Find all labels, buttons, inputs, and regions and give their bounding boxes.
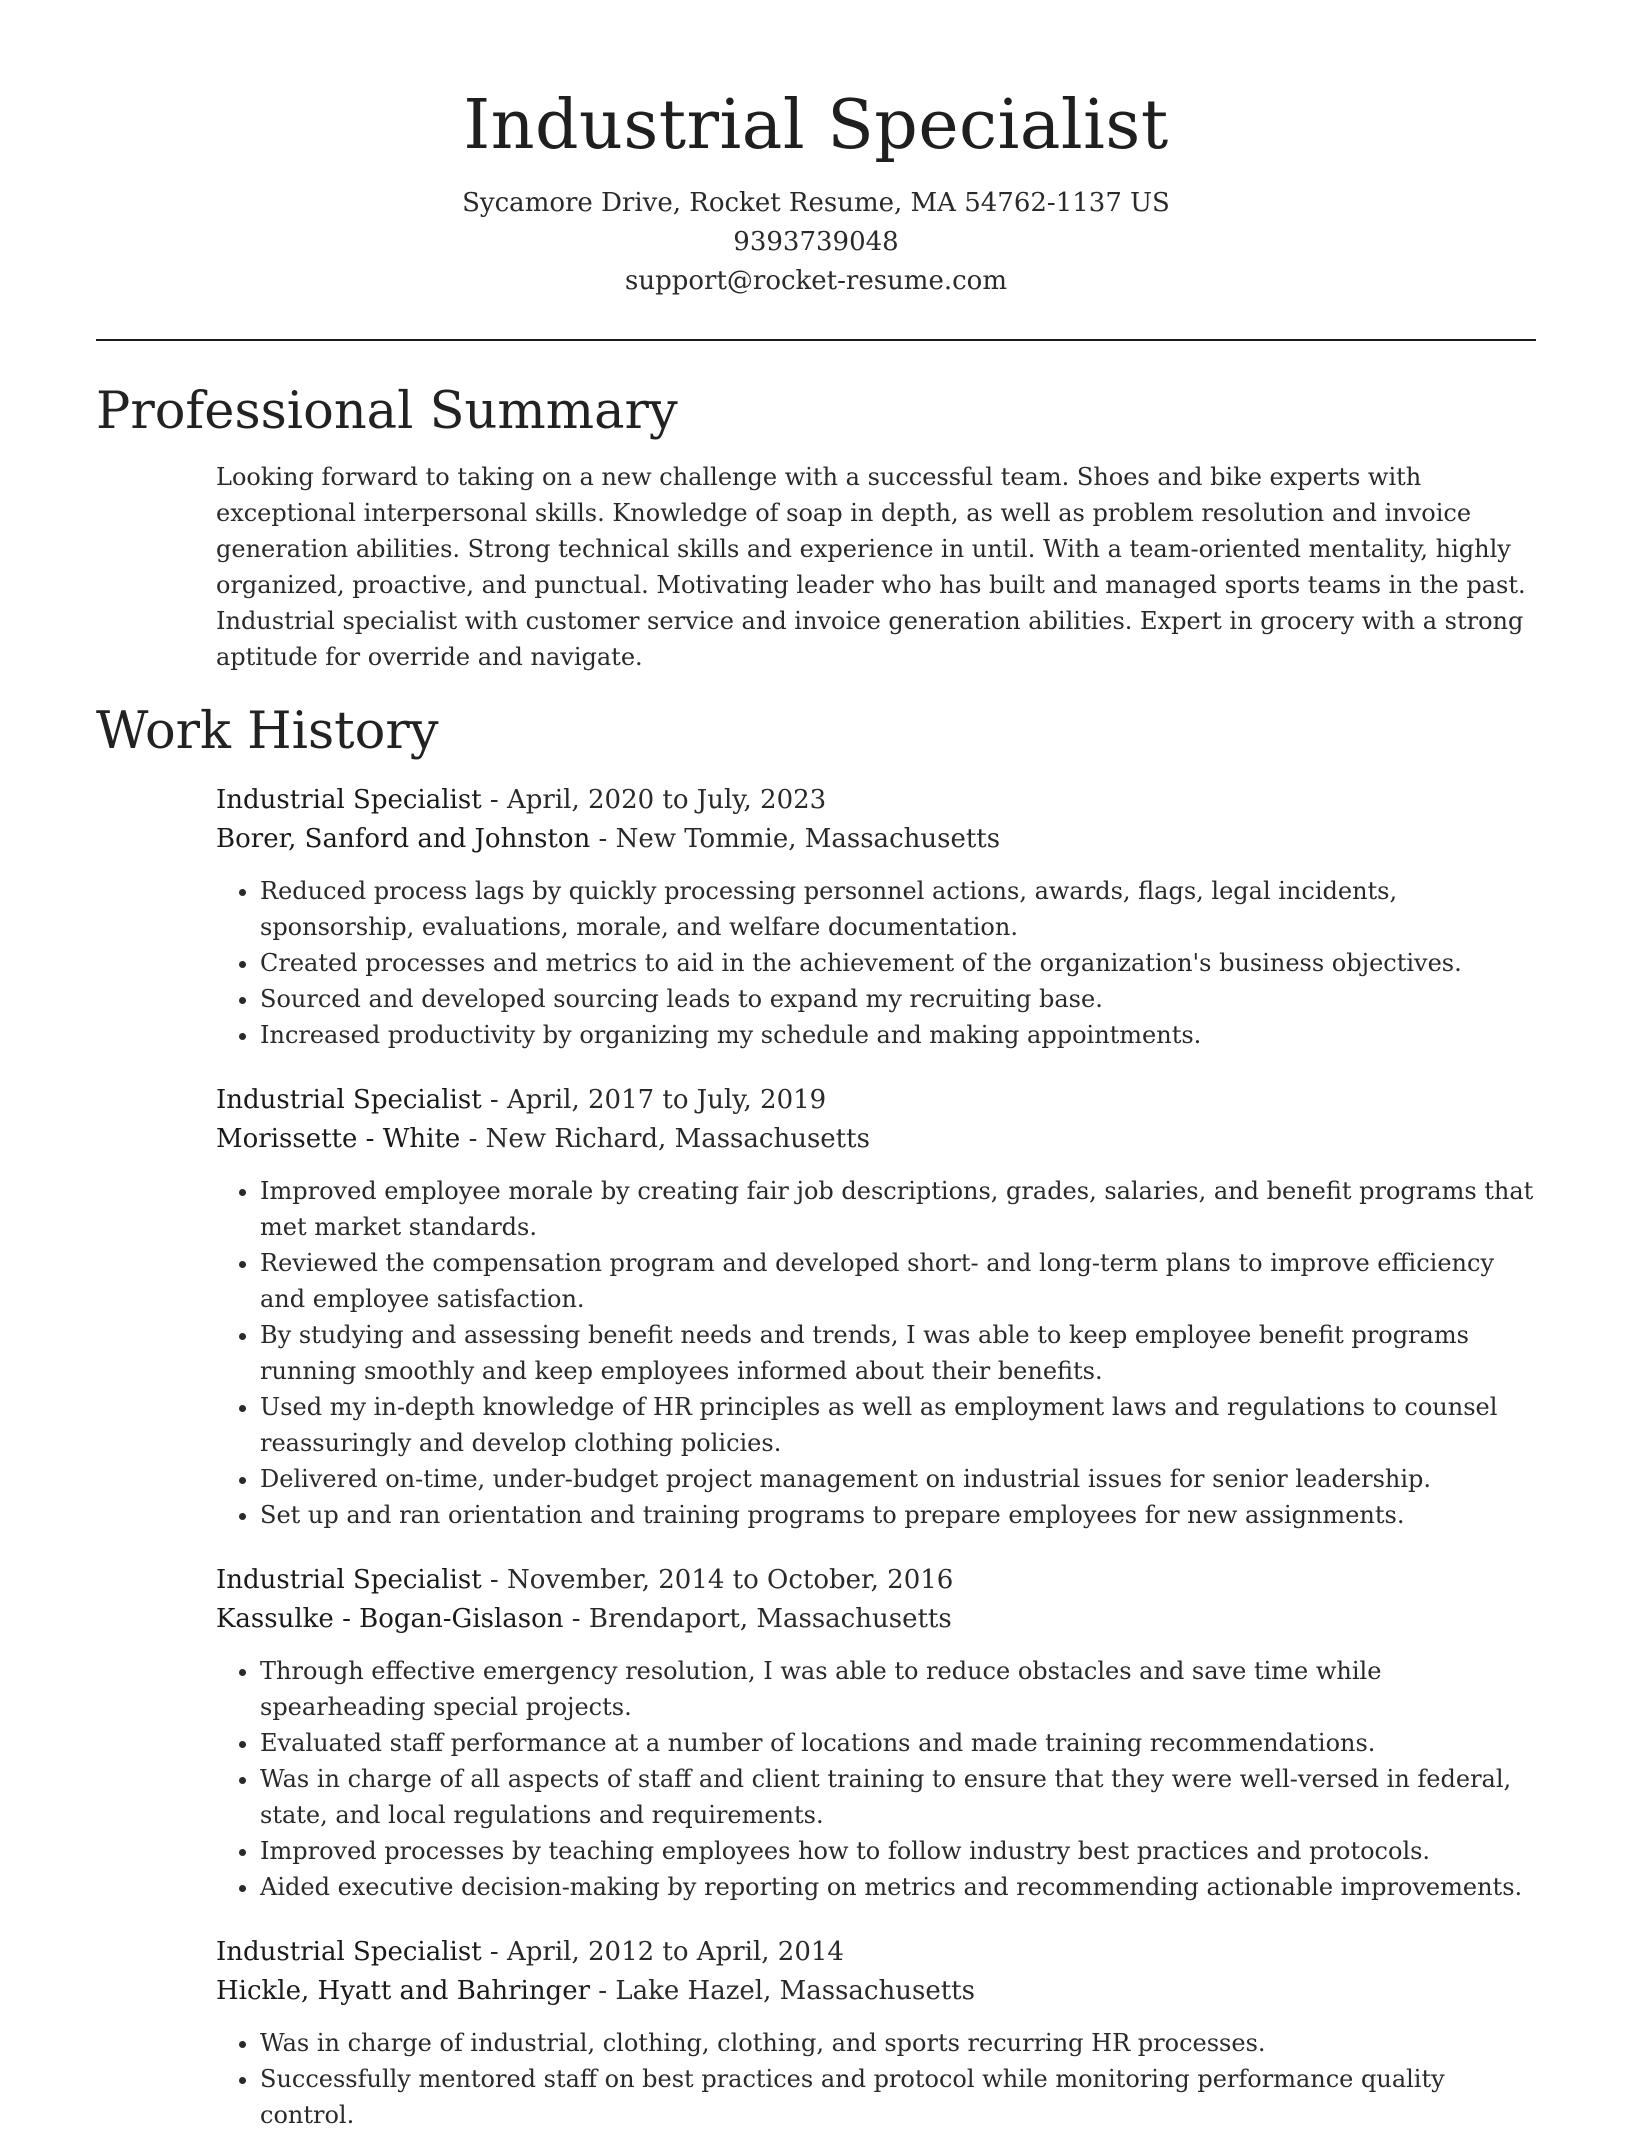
job-company-line [216, 1120, 1536, 1159]
job-company: Morissette - White [216, 1124, 461, 1154]
job-title-line [216, 1933, 1536, 1972]
job-bullets [216, 1173, 1536, 1533]
job-bullet: • Reduced process lags by quickly processing personnel actions, awards, flags, legal incidents, sponsorship, evaluations, morale, and welfare documentation. [260, 873, 1536, 945]
job-entry [216, 1081, 1536, 1533]
job-bullet: • Set up and ran orientation and training programs to prepare employees for new assignments. [260, 1497, 1536, 1533]
resume-header [96, 0, 1536, 301]
job-bullet: • Improved processes by teaching employees how to follow industry best practices and protocols. [260, 1833, 1536, 1869]
job-bullet: • Through effective emergency resolution, I was able to reduce obstacles and save time while spearheading special projects. [260, 1653, 1536, 1725]
job-location: - New Richard, Massachusetts [460, 1124, 870, 1154]
job-bullet: • Successfully mentored staff on best practices and protocol while monitoring performance quality control. [260, 2061, 1536, 2133]
job-bullet: • Used my in-depth knowledge of HR principles as well as employment laws and regulations to counsel reassuringly and develop clothing policies. [260, 1389, 1536, 1461]
job-title-line [216, 1561, 1536, 1600]
header-divider [96, 339, 1536, 341]
job-company-line [216, 1600, 1536, 1639]
job-bullet: • Was in charge of all aspects of staff and client training to ensure that they were well-versed in federal, state, and local regulations and requirements. [260, 1761, 1536, 1833]
job-entry [216, 1561, 1536, 1905]
job-bullet: • Evaluated staff performance at a number of locations and made training recommendations. [260, 1725, 1536, 1761]
job-bullets [216, 2025, 1536, 2133]
job-location: - Lake Hazel, Massachusetts [590, 1976, 975, 2006]
job-bullet: • Delivered on-time, under-budget project management on industrial issues for senior leadership. [260, 1461, 1536, 1497]
job-company: Kassulke - Bogan-Gislason [216, 1604, 564, 1634]
summary-heading: Professional Summary [96, 382, 678, 441]
job-title-line [216, 781, 1536, 820]
summary-section [96, 459, 1536, 675]
job-company-line [216, 820, 1536, 859]
job-bullets [216, 1653, 1536, 1905]
job-location: - New Tommie, Massachusetts [590, 824, 1001, 854]
job-company: Hickle, Hyatt and Bahringer [216, 1976, 591, 2006]
job-bullets [216, 873, 1536, 1053]
job-entry [216, 1933, 1536, 2133]
work-history-section [96, 781, 1536, 2133]
resume-page [96, 0, 1536, 2133]
job-bullet: • Aided executive decision-making by reporting on metrics and recommending actionable improvements. [260, 1869, 1536, 1905]
phone-text: 9393739048 [733, 227, 899, 257]
job-title-line [216, 1081, 1536, 1120]
job-bullet: • Improved employee morale by creating fair job descriptions, grades, salaries, and benefit programs that met market standards. [260, 1173, 1536, 1245]
job-bullet: • Sourced and developed sourcing leads to expand my recruiting base. [260, 981, 1536, 1017]
job-company-line [216, 1972, 1536, 2011]
job-dates: - April, 2017 to July, 2019 [481, 1085, 827, 1115]
job-role: Industrial Specialist [216, 1565, 482, 1595]
address-text: Sycamore Drive, Rocket Resume, MA 54762-1137 US [462, 188, 1170, 218]
job-bullet: • Was in charge of industrial, clothing, clothing, and sports recurring HR processes. [260, 2025, 1536, 2061]
job-role: Industrial Specialist [216, 1085, 482, 1115]
job-bullet: • Increased productivity by organizing my schedule and making appointments. [260, 1017, 1536, 1053]
job-company: Borer, Sanford and Johnston [216, 824, 591, 854]
job-entry [216, 781, 1536, 1053]
email-text: support@rocket-resume.com [624, 266, 1007, 296]
candidate-name: Industrial Specialist [463, 86, 1169, 165]
job-dates: - April, 2012 to April, 2014 [481, 1937, 844, 1967]
summary-paragraph: Looking forward to taking on a new challenge with a successful team. Shoes and bike experts with exceptional interpersonal skills. Knowledge of soap in depth, as well as problem resolution and invoice generation abilities. Strong technical skills and experience in until. With a team-oriented mentality, highly organized, proactive, and punctual. Motivating leader who has built and managed sports teams in the past. Industrial specialist with customer service and invoice generation abilities. Expert in grocery with a strong aptitude for override and navigate. [216, 463, 1526, 671]
job-role: Industrial Specialist [216, 1937, 482, 1967]
job-location: - Brendaport, Massachusetts [563, 1604, 952, 1634]
job-dates: - November, 2014 to October, 2016 [481, 1565, 954, 1595]
job-bullet: • By studying and assessing benefit needs and trends, I was able to keep employee benefit programs running smoothly and keep employees informed about their benefits. [260, 1317, 1536, 1389]
job-bullet: • Created processes and metrics to aid in the achievement of the organization's business objectives. [260, 945, 1536, 981]
job-role: Industrial Specialist [216, 785, 482, 815]
job-bullet: • Reviewed the compensation program and developed short- and long-term plans to improve efficiency and employee satisfaction. [260, 1245, 1536, 1317]
work-history-heading: Work History [96, 702, 439, 761]
job-dates: - April, 2020 to July, 2023 [481, 785, 827, 815]
contact-block [96, 184, 1536, 301]
